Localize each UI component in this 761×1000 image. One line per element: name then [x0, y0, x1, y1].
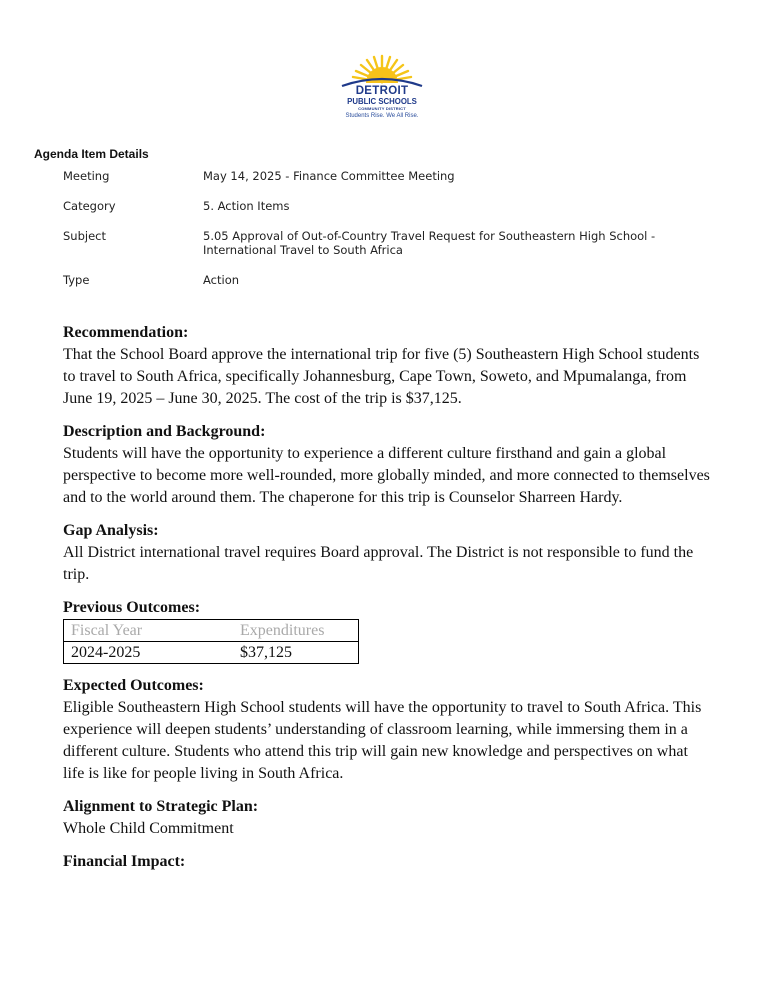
- table-cell-expenditures: $37,125: [233, 642, 359, 664]
- section-text: Students will have the opportunity to experience a different culture firsthand and gain a global perspective to become more well-rounded, more globally minded, and more connected to themselves and to the world around them. The chaperone for this trip is Counselor Sharreen Hardy.: [63, 445, 710, 506]
- section-title: Description and Background:: [63, 423, 266, 440]
- detail-value: May 14, 2025 - Finance Committee Meeting: [203, 169, 455, 183]
- agenda-content: [63, 322, 713, 884]
- district-logo: [336, 52, 428, 126]
- section-title: Recommendation:: [63, 324, 189, 341]
- table-row: [64, 642, 359, 664]
- agenda-heading: Agenda Item Details: [34, 147, 149, 161]
- table-cell-fiscal-year: 2024-2025: [64, 642, 234, 664]
- detail-label: Type: [63, 273, 90, 287]
- section-expected-outcomes: [63, 675, 713, 785]
- section-title: Alignment to Strategic Plan:: [63, 798, 259, 815]
- detail-value: Action: [203, 273, 240, 287]
- detail-value: 5.05 Approval of Out-of-Country Travel Request for Southeastern High School - International Travel to South Africa: [203, 229, 656, 257]
- detail-label: Subject: [63, 229, 106, 243]
- section-financial-impact: [63, 851, 713, 873]
- section-title: Financial Impact:: [63, 853, 186, 870]
- section-alignment: [63, 796, 713, 840]
- section-title: Expected Outcomes:: [63, 677, 204, 694]
- section-previous-outcomes: [63, 597, 713, 664]
- column-header-fiscal-year: Fiscal Year: [71, 622, 143, 639]
- logo-line-community-district: COMMUNITY DISTRICT: [358, 106, 406, 111]
- section-gap-analysis: [63, 520, 713, 586]
- detail-label: Meeting: [63, 169, 110, 183]
- detail-value: 5. Action Items: [203, 199, 290, 213]
- detail-label: Category: [63, 199, 116, 213]
- logo-tagline: Students Rise. We All Rise.: [345, 113, 419, 119]
- section-text: All District international travel requires Board approval. The District is not responsible to fund the trip.: [63, 544, 694, 583]
- column-header-expenditures: Expenditures: [240, 622, 325, 639]
- section-recommendation: [63, 322, 713, 410]
- section-text: Eligible Southeastern High School students will have the opportunity to travel to South Africa. This experience will deepen students’ understanding of classroom learning, while immersing them in a different culture. Students who attend this trip will gain new knowledge and perspectives on what life is like for people living in South Africa.: [63, 699, 702, 782]
- section-text: Whole Child Commitment: [63, 820, 234, 837]
- previous-outcomes-table: [63, 619, 359, 664]
- section-description: [63, 421, 713, 509]
- section-text: That the School Board approve the international trip for five (5) Southeastern High School students to travel to South Africa, specifically Johannesburg, Cape Town, Soweto, and Mpumalanga, from June 19, 2025 – June 30, 2025. The cost of the trip is $37,125.: [63, 346, 700, 407]
- logo-line-public-schools: PUBLIC SCHOOLS: [347, 97, 417, 106]
- logo-line-detroit: DETROIT: [355, 85, 409, 97]
- section-title: Gap Analysis:: [63, 522, 159, 539]
- table-header-row: [64, 620, 359, 642]
- section-title: Previous Outcomes:: [63, 599, 201, 616]
